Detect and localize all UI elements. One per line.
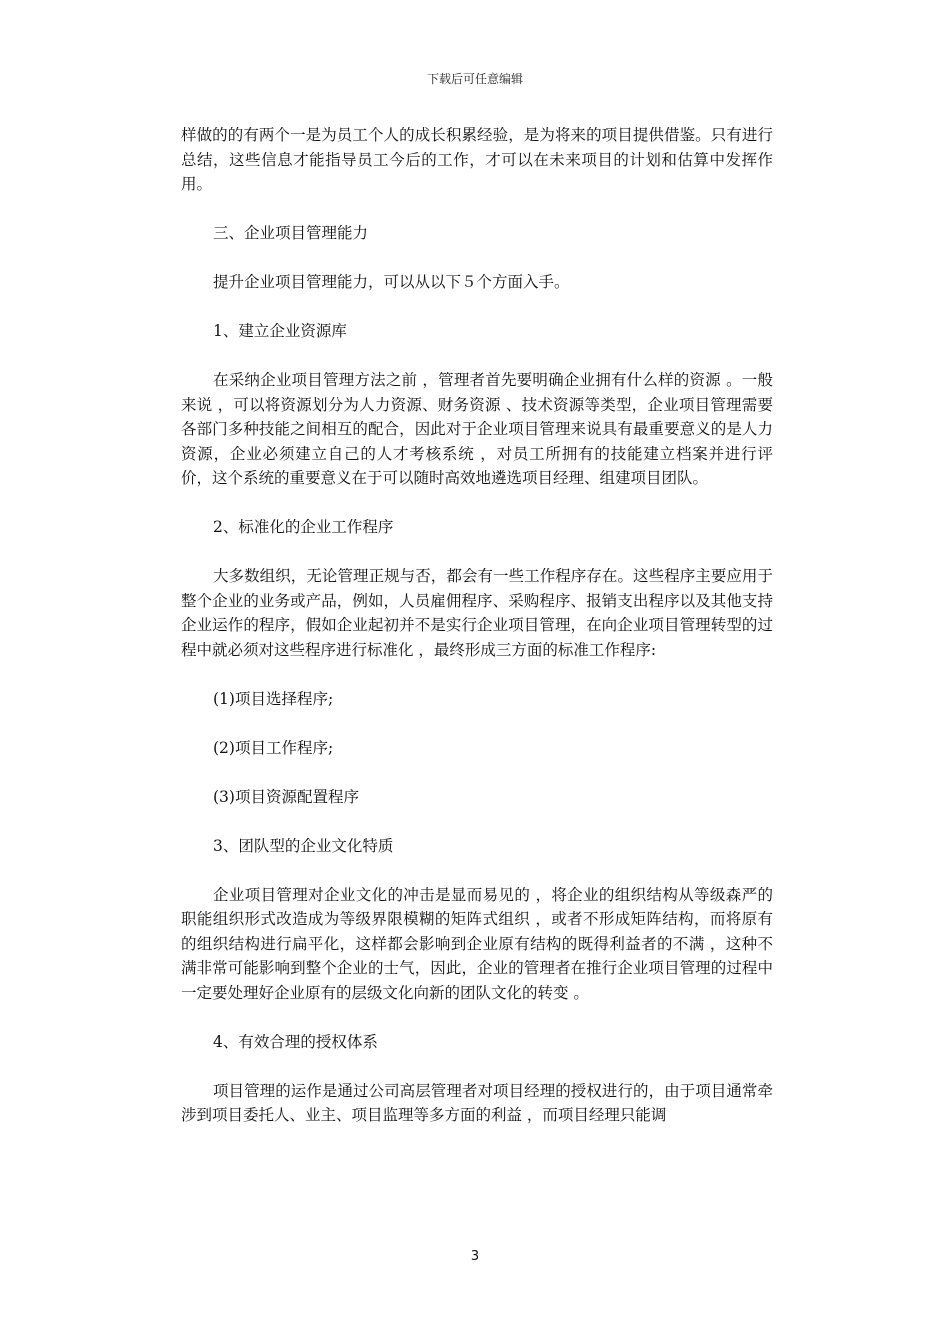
paragraph: 企业项目管理对企业文化的冲击是显而易见的 ，将企业的组织结构从等级森严的职能组织形式改造成为等级界限模糊的矩阵式组织 ，或者不形成矩阵结构，而将原有的组织结构进行扁平化，这样都会影响到企业原有结构的既得利益者的不满 ，这种不满非常可能影响到整个企业的士气，因此，企业的管理者在推行企业项目管理的过程中一定要处理好企业原有的层级文化向新的团队文化的转变 。 — [181, 885, 773, 1002]
subsection-heading: 2、标准化的企业工作程序 — [213, 518, 394, 536]
paragraph: 在采纳企业项目管理方法之前 ，管理者首先要明确企业拥有什么样的资源 。一般来说 ，可以将资源划分为人力资源、财务资源 、技术资源等类型，企业项目管理需要各部门多种技能之间相互的配合，因此对于企业项目管理来说具有最重要意义的是人力资源，企业必须建立自己的人才考核系统 ，对员工所拥有的技能建立档案并进行评价，这个系统的重要意义在于可以随时高效地遴选项目经理、组建项目团队。 — [181, 371, 773, 487]
section-heading: 三、企业项目管理能力 — [213, 224, 369, 242]
paragraph: 提升企业项目管理能力，可以从以下５个方面入手。 — [213, 273, 570, 291]
list-item: (2)项目工作程序; — [213, 738, 334, 757]
paragraph: 大多数组织，无论管理正规与否，都会有一些工作程序存在。这些程序主要应用于整个企业的业务或产品，例如，人员雇佣程序、采购程序、报销支出程序以及其他支持企业运作的程序，假如企业起初并不是实行企业项目管理，在向企业项目管理转型的过程中就必须对这些程序进行标准化 ，最终形成三方面的标准工作程序: — [181, 567, 773, 659]
subsection-heading: 4、有效合理的授权体系 — [213, 1032, 378, 1051]
paragraph: 样做的的有两个一是为员工个人的成长积累经验，是为将来的项目提供借鉴。只有进行总结，这些信息才能指导员工今后的工作，才可以在未来项目的计划和估算中发挥作用。 — [181, 126, 773, 193]
paragraph: 项目管理的运作是通过公司高层管理者对项目经理的授权进行的，由于项目通常牵涉到项目委托人、业主、项目监理等多方面的利益 ，而项目经理只能调 — [181, 1081, 773, 1124]
list-item: (3)项目资源配置程序 — [213, 787, 359, 806]
page-number: 3 — [470, 1249, 480, 1264]
subsection-heading: 3、团队型的企业文化特质 — [213, 836, 394, 855]
subsection-heading: 1、建立企业资源库 — [213, 322, 347, 340]
document-body — [181, 123, 773, 1128]
list-item: (1)项目选择程序; — [213, 689, 334, 708]
page-header: 下载后可任意编辑 — [426, 72, 523, 86]
